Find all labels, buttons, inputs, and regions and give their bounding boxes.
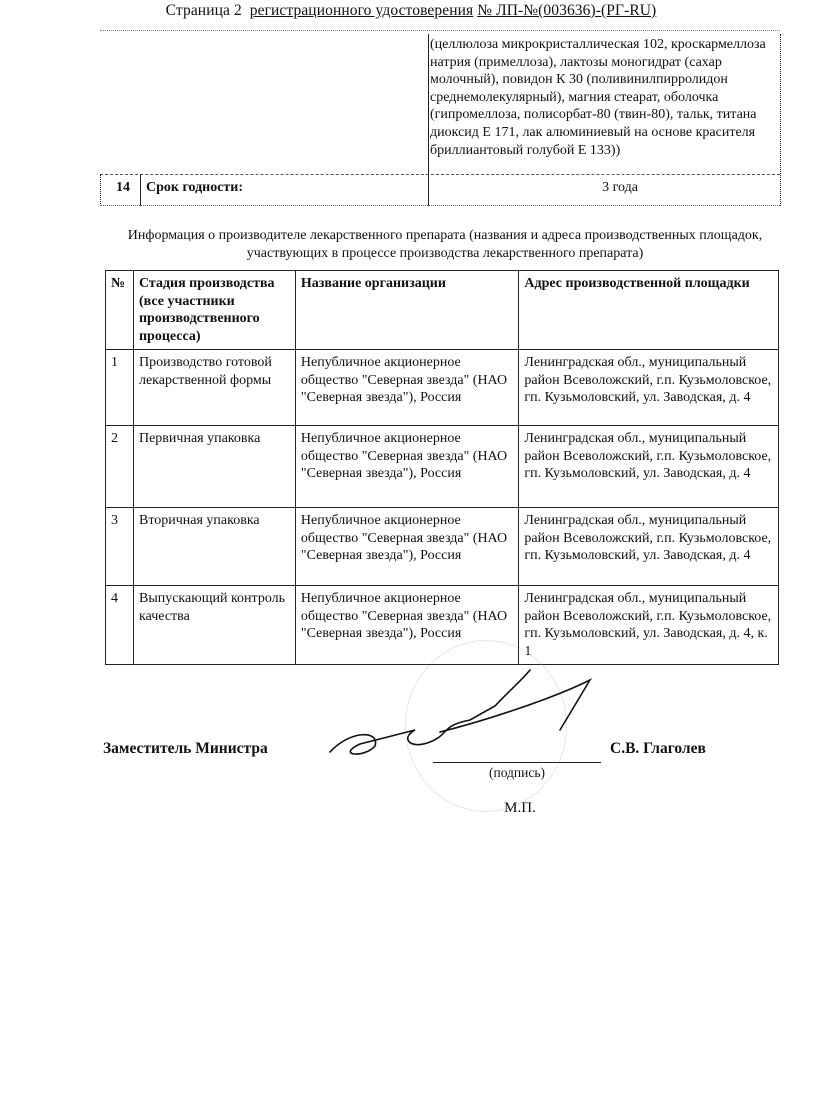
- signature-line: [433, 762, 601, 763]
- row-number: 14: [116, 180, 130, 195]
- table-row: [106, 350, 779, 426]
- signatory-position: Заместитель Министра: [103, 740, 268, 757]
- cell-address: Ленинградская обл., муниципальный район Всеволожский, г.п. Кузьмоловское, гп. Кузьмоловский, ул. Заводская, д. 4: [519, 426, 779, 508]
- cell-organization: Непубличное акционерное общество "Северная звезда" (НАО "Северная звезда"), Россия: [295, 350, 519, 426]
- cell-stage: Первичная упаковка: [133, 426, 295, 508]
- shelf-life-label: Срок годности:: [146, 180, 244, 195]
- table-border: [780, 34, 781, 206]
- table-divider: [140, 174, 141, 206]
- table-divider: [428, 34, 429, 206]
- cell-number: 2: [106, 426, 134, 508]
- cell-stage: Вторичная упаковка: [133, 508, 295, 586]
- column-header-address: Адрес производственной площадки: [519, 271, 779, 350]
- cell-number: 3: [106, 508, 134, 586]
- cell-organization: Непубличное акционерное общество "Северная звезда" (НАО "Северная звезда"), Россия: [295, 426, 519, 508]
- seal-label: М.П.: [504, 800, 536, 816]
- cell-address: Ленинградская обл., муниципальный район Всеволожский, г.п. Кузьмоловское, гп. Кузьмоловский, ул. Заводская, д. 4: [519, 508, 779, 586]
- table-border: [100, 174, 101, 206]
- cell-organization: Непубличное акционерное общество "Северная звезда" (НАО "Северная звезда"), Россия: [295, 586, 519, 665]
- cell-stage: Выпускающий контроль качества: [133, 586, 295, 665]
- table-row: [106, 508, 779, 586]
- manufacturer-table: [105, 270, 779, 665]
- column-header-number: №: [106, 271, 134, 350]
- row-divider: [100, 174, 780, 175]
- page-header: [0, 2, 822, 20]
- handwritten-signature-icon: [320, 660, 620, 770]
- table-row: [106, 426, 779, 508]
- registration-number: № ЛП-№(003636)-(РГ-RU): [477, 2, 657, 19]
- page-label: Страница 2: [165, 2, 242, 19]
- row-divider: [100, 205, 780, 206]
- manufacturer-info-title: Информация о производителе лекарственного препарата (названия и адреса производственных площадок, участвующих в процессе производства лекарственного препарата): [127, 228, 763, 261]
- signatory-name: С.В. Глаголев: [610, 740, 706, 757]
- shelf-life-value: 3 года: [602, 180, 638, 195]
- cell-stage: Производство готовой лекарственной формы: [133, 350, 295, 426]
- table-header-row: [106, 271, 779, 350]
- signature-caption: (подпись): [488, 765, 546, 780]
- cell-address: Ленинградская обл., муниципальный район Всеволожский, г.п. Кузьмоловское, гп. Кузьмоловский, ул. Заводская, д. 4, к. 1: [519, 586, 779, 665]
- page-title: регистрационного удостоверения: [249, 2, 474, 19]
- composition-text: (целлюлоза микрокристаллическая 102, кроскармеллоза натрия (примеллоза), лактозы моногидрат (сахар молочный), повидон К 30 (поливинилпирролидон среднемолекулярный), магния стеарат, оболочка (гипромеллоза, полисорбат-80 (твин-80), тальк, титана диоксид Е 171, лак алюминиевый на основе красителя бриллиантовый голубой Е 133)): [430, 37, 766, 158]
- column-header-organization: Название организации: [295, 271, 519, 350]
- cell-number: 4: [106, 586, 134, 665]
- cell-number: 1: [106, 350, 134, 426]
- divider: [100, 30, 780, 31]
- column-header-stage: Стадия производства (все участники производственного процесса): [133, 271, 295, 350]
- cell-organization: Непубличное акционерное общество "Северная звезда" (НАО "Северная звезда"), Россия: [295, 508, 519, 586]
- cell-address: Ленинградская обл., муниципальный район Всеволожский, г.п. Кузьмоловское, гп. Кузьмоловский, ул. Заводская, д. 4: [519, 350, 779, 426]
